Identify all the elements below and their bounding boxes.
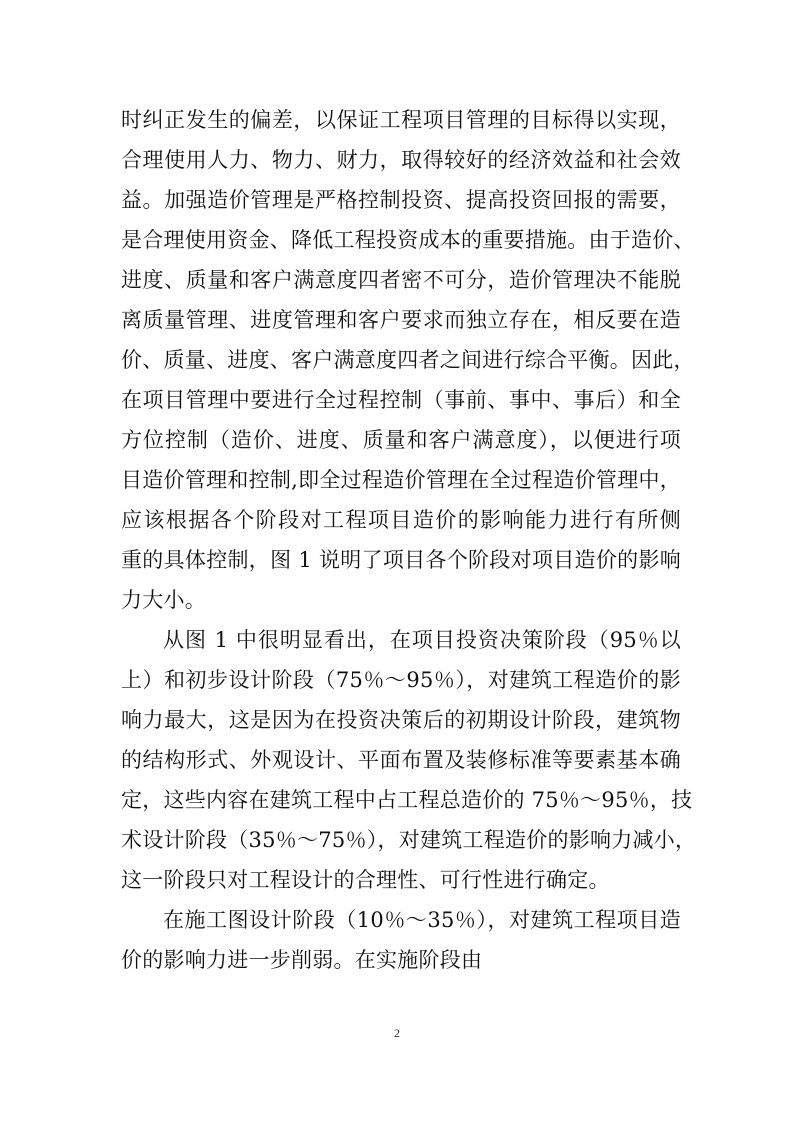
text-line: 在施工图设计阶段（10％～35％），对建筑工程项目造: [163, 908, 681, 932]
text-line: 价、质量、进度、客户满意度四者之间进行综合平衡。因此，: [121, 348, 695, 372]
text-line: 术设计阶段（35％～75％），对建筑工程造价的影响力减小，: [121, 828, 697, 852]
text-line: 合理使用人力、物力、财力，取得较好的经济效益和社会效: [121, 148, 681, 172]
text-line: 定，这些内容在建筑工程中占工程总造价的 75％～95％，技: [121, 788, 693, 812]
text-line: 上）和初步设计阶段（75％～95％），对建筑工程造价的影: [121, 668, 681, 692]
text-line: 响力最大，这是因为在投资决策后的初期设计阶段，建筑物: [121, 708, 681, 732]
text-line: 目造价管理和控制,即全过程造价管理在全过程造价管理中，: [121, 468, 681, 492]
text-line: 这一阶段只对工程设计的合理性、可行性进行确定。: [121, 868, 610, 892]
text-line: 的结构形式、外观设计、平面布置及装修标准等要素基本确: [121, 748, 681, 772]
text-line: 方位控制（造价、进度、质量和客户满意度），以便进行项: [121, 428, 681, 452]
text-line: 重的具体控制，图 1 说明了项目各个阶段对项目造价的影响: [121, 548, 681, 572]
text-line: 应该根据各个阶段对工程项目造价的影响能力进行有所侧: [121, 508, 681, 532]
text-line: 力大小。: [121, 588, 206, 612]
text-line: 益。加强造价管理是严格控制投资、提高投资回报的需要，: [121, 188, 681, 212]
text-line: 从图 1 中很明显看出，在项目投资决策阶段（95％以: [163, 628, 681, 652]
text-line: 时纠正发生的偏差，以保证工程项目管理的目标得以实现，: [121, 108, 681, 132]
text-line: 进度、质量和客户满意度四者密不可分，造价管理决不能脱: [121, 268, 681, 292]
page-number: 2: [394, 1026, 400, 1040]
text-line: 在项目管理中要进行全过程控制（事前、事中、事后）和全: [121, 388, 681, 412]
text-line: 离质量管理、进度管理和客户要求而独立存在，相反要在造: [121, 308, 681, 332]
text-line: 价的影响力进一步削弱。在实施阶段由: [121, 948, 483, 972]
text-line: 是合理使用资金、降低工程投资成本的重要措施。由于造价、: [121, 228, 695, 252]
